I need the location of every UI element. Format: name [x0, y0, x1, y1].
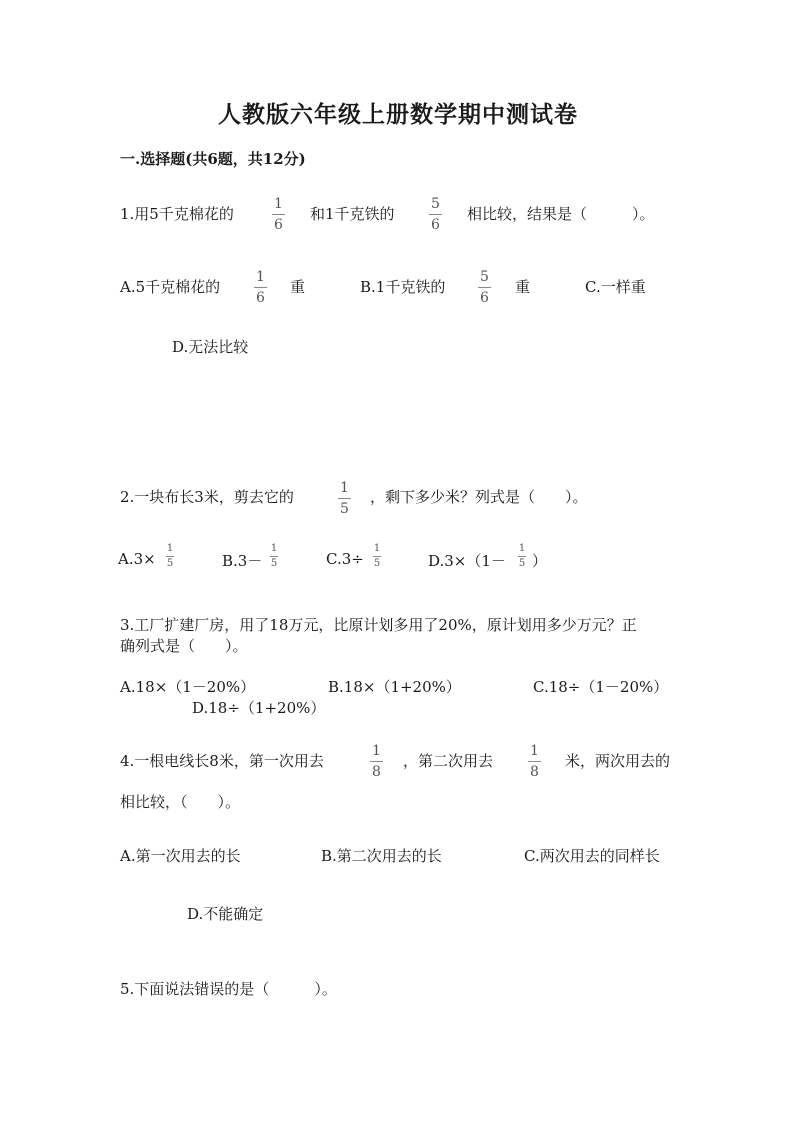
numerator: 1 [373, 543, 381, 554]
q1-text-part2: 和1千克铁的 [310, 205, 395, 223]
fraction-bar [270, 556, 278, 557]
q2-option-d: D.3×（1－ [428, 552, 506, 570]
q2-option-b: B.3－ [222, 552, 263, 570]
fraction-bar [373, 556, 381, 557]
q1-fraction-2-denominator: 6 [431, 217, 440, 233]
q4-option-a: A.第一次用去的长 [120, 847, 241, 865]
fraction-bar [528, 761, 541, 762]
q3-option-d: D.18÷（1+20%） [192, 699, 326, 717]
q2-option-b-fraction [270, 544, 278, 569]
fraction-bar [166, 556, 174, 557]
q4-text-part1: 4.一根电线长8米，第一次用去 [120, 752, 324, 770]
q1-fraction-2-numerator: 5 [431, 196, 440, 212]
q3-option-c: C.18÷（1－20%） [533, 678, 669, 696]
q1-text-part1: 1.用5千克棉花的 [120, 205, 234, 223]
q1-option-b-fraction [478, 270, 491, 305]
q2-option-a-fraction [166, 544, 174, 569]
denominator: 6 [256, 290, 265, 306]
q4-option-d: D.不能确定 [187, 905, 264, 923]
q4-fraction-1 [370, 744, 383, 779]
q3-text-line2: 确列式是（ ）。 [120, 637, 248, 655]
q2-option-d-end: ） [532, 552, 548, 570]
page-title: 人教版六年级上册数学期中测试卷 [218, 101, 578, 128]
q4-option-b: B.第二次用去的长 [321, 847, 442, 865]
numerator: 1 [270, 543, 278, 554]
q1-fraction-1-numerator: 1 [274, 196, 283, 212]
q1-option-c: C.一样重 [585, 278, 646, 296]
fraction-bar [518, 556, 526, 557]
numerator: 1 [166, 543, 174, 554]
q1-option-a-end: 重 [290, 278, 306, 296]
q2-option-c: C.3÷ [326, 550, 364, 568]
q5-text: 5.下面说法错误的是（ ）。 [120, 980, 337, 998]
fraction-bar [272, 214, 285, 215]
q2-text-part1: 2.一块布长3米，剪去它的 [120, 488, 294, 506]
fraction-bar [370, 761, 383, 762]
fraction-bar [478, 287, 491, 288]
numerator: 1 [518, 543, 526, 554]
numerator: 1 [256, 269, 265, 285]
q4-text-line2: 相比较，（ ）。 [120, 793, 241, 811]
denominator: 5 [518, 558, 526, 569]
q3-option-b: B.18×（1+20%） [328, 678, 461, 696]
q1-option-b-end: 重 [515, 278, 531, 296]
numerator: 1 [530, 743, 539, 759]
numerator: 5 [480, 269, 489, 285]
q1-option-d: D.无法比较 [172, 338, 249, 356]
q2-fraction [338, 481, 351, 516]
q3-text-line1: 3.工厂扩建厂房，用了18万元，比原计划多用了20%，原计划用多少万元？正 [120, 616, 637, 634]
q4-text-part3: 米，两次用去的 [565, 752, 671, 770]
q2-option-c-fraction [373, 544, 381, 569]
q1-text-part3: 相比较，结果是（ ）。 [467, 205, 655, 223]
numerator: 1 [372, 743, 381, 759]
denominator: 8 [530, 764, 539, 780]
q4-option-c: C.两次用去的同样长 [524, 847, 660, 865]
q4-fraction-2 [528, 744, 541, 779]
denominator: 5 [340, 501, 349, 517]
q4-text-part2: ，第二次用去 [403, 752, 494, 770]
q2-option-a: A.3× [118, 550, 156, 568]
denominator: 5 [166, 558, 174, 569]
q2-text-part2: ，剩下多少米？列式是（ ）。 [370, 488, 588, 506]
fraction-bar [338, 498, 351, 499]
fraction-bar [254, 287, 267, 288]
denominator: 5 [270, 558, 278, 569]
denominator: 6 [480, 290, 489, 306]
denominator: 5 [373, 558, 381, 569]
q1-fraction-2 [429, 197, 442, 232]
fraction-bar [429, 214, 442, 215]
q1-fraction-1 [272, 197, 285, 232]
q1-option-b: B.1千克铁的 [360, 278, 446, 296]
q1-option-a: A.5千克棉花的 [120, 278, 221, 296]
q3-option-a: A.18×（1－20%） [120, 678, 256, 696]
q1-option-a-fraction [254, 270, 267, 305]
numerator: 1 [340, 480, 349, 496]
q1-fraction-1-denominator: 6 [274, 217, 283, 233]
section-heading: 一.选择题(共6题，共12分) [120, 150, 306, 168]
q2-option-d-fraction [518, 544, 526, 569]
denominator: 8 [372, 764, 381, 780]
